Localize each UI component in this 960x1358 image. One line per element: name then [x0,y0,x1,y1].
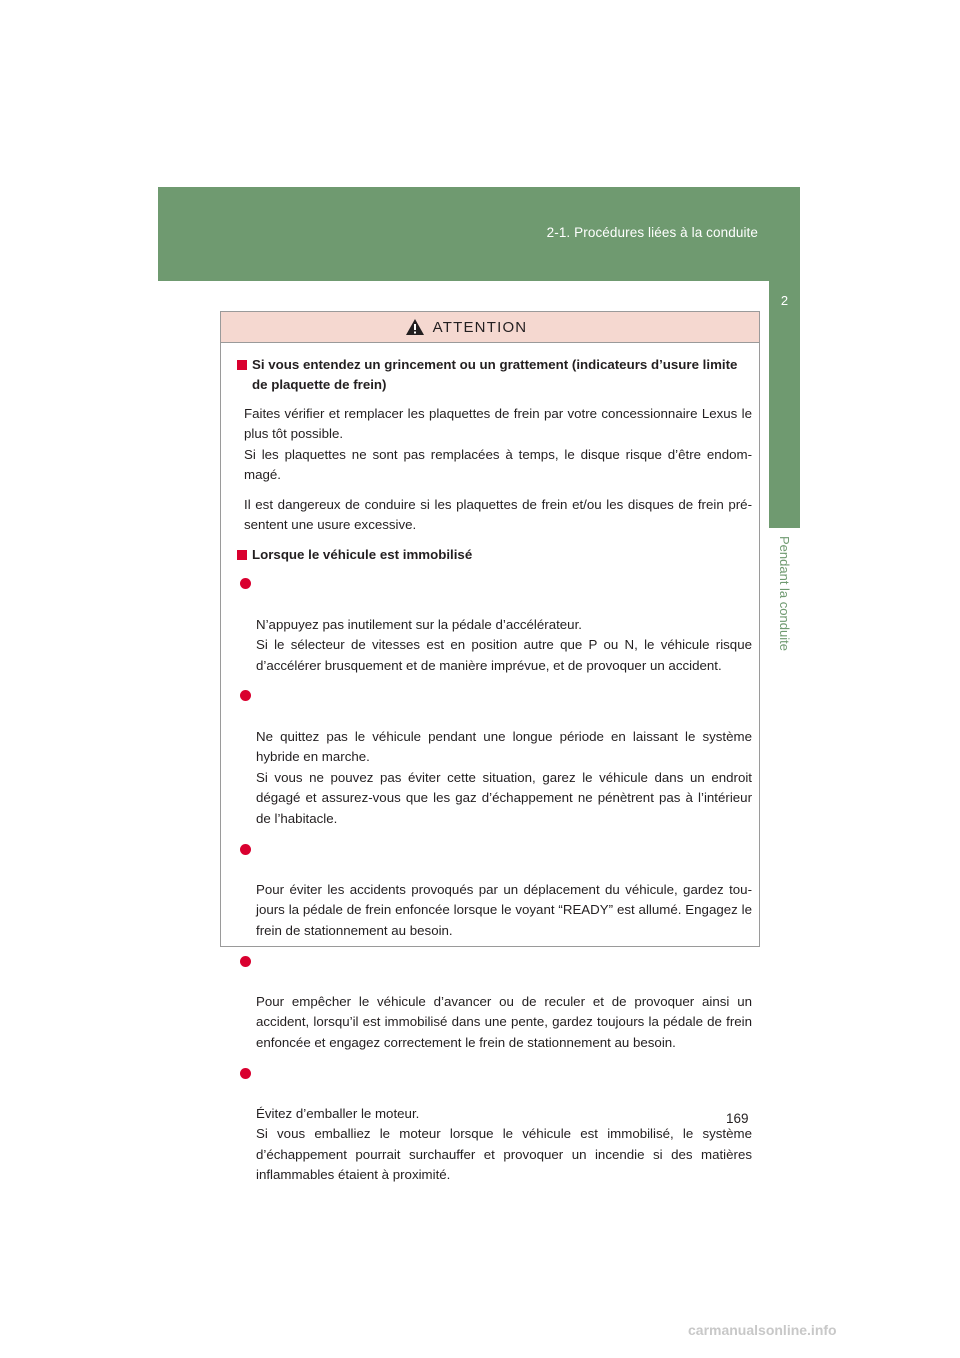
list-item-text: Ne quittez pas le véhicule pendant une longue période en laissant le système hybride en marche. Si vous ne pouvez pas éviter cette situation, garez le véhicule dans un endroit dégagé et assurez-vous que les gaz d’échappement ne pénètrent pas à l’intérieur de l’habitacle. [256,728,752,826]
attention-body [221,343,759,1186]
attention-title: ATTENTION [432,318,528,336]
red-square-icon [237,360,247,370]
paragraph: Faites vérifier et remplacer les plaquettes de frein par votre concessionnaire Lexus le plus tôt possible. Si les plaquettes ne sont pas remplacées à temps, le disque risque d’être endom- magé. [244,406,752,483]
red-square-icon [237,550,247,560]
list-item [237,839,752,942]
section-title: 2-1. Procédures liées à la conduite [546,225,758,240]
section-heading-text: Lorsque le véhicule est immobilisé [252,547,473,563]
list-item-text: Évitez d’emballer le moteur. Si vous emballiez le moteur lorsque le véhicule est immobilisé, le système d’échappement pourrait surchauffer et provoquer un incendie si des matières inflammables étaient à proximité. [256,1105,752,1183]
red-bullet-icon [240,844,251,855]
list-item [237,1063,752,1187]
chapter-label-text: Pendant la conduite [777,536,792,651]
watermark-link[interactable]: carmanualsonline.info [688,1322,837,1338]
list-item-text: N’appuyez pas inutilement sur la pédale d’accélérateur. Si le sélecteur de vitesses est en position autre que P ou N, le véhicule risque d’accélérer brusquement et de manière imprévue, et de provoquer un accident. [256,616,752,673]
section-heading-immobilized [237,545,752,565]
list-item [237,685,752,829]
header-band [158,187,800,281]
section-heading-text: Si vous entendez un grincement ou un grattement (indicateurs d’usure limite de plaquette de frein) [252,357,738,392]
red-bullet-icon [240,1068,251,1079]
list-item-text: Pour éviter les accidents provoqués par un déplacement du véhicule, gardez tou- jours la pédale de frein enfoncée lorsque le voyant “READY” est allumé. Engagez le frein de stationnement au besoin. [256,881,752,938]
bullet-list [237,573,752,1186]
paragraph: Il est dangereux de conduire si les plaquettes de frein et/ou les disques de frein pré- sentent une usure excessive. [244,496,752,533]
red-bullet-icon [240,956,251,967]
red-bullet-icon [240,578,251,589]
attention-header [221,312,759,343]
chapter-number: 2 [780,293,789,308]
chapter-label [769,528,800,668]
warning-triangle-icon [405,318,425,336]
section-heading-brake-wear [237,355,752,395]
page-number: 169 [726,1111,749,1126]
red-bullet-icon [240,690,251,701]
list-item [237,951,752,1054]
chapter-tab [769,281,800,528]
list-item [237,573,752,676]
list-item-text: Pour empêcher le véhicule d’avancer ou de reculer et de provoquer ainsi un accident, lorsqu’il est immobilisé dans une pente, gardez toujours la pédale de frein enfoncée et engagez correctement le frein de stationnement au besoin. [256,993,752,1050]
